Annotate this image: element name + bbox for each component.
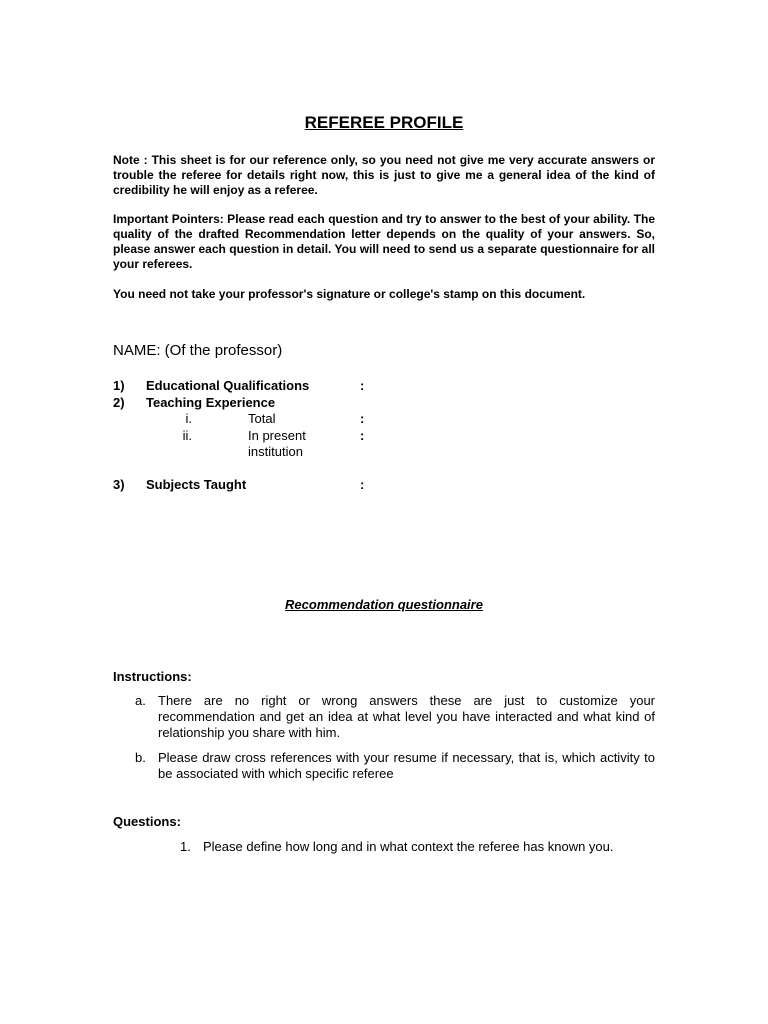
item-number: 3) xyxy=(113,477,125,492)
sub-number: ii. xyxy=(182,428,192,443)
item-label: Teaching Experience xyxy=(146,395,276,410)
item-label: Educational Qualifications xyxy=(146,378,310,393)
question-marker: 1. xyxy=(180,839,191,854)
item-number: 1) xyxy=(113,378,125,393)
pointers-paragraph: Important Pointers: Please read each question and try to answer to the best of your ability. The quality of the drafted Recommendation letter depends on the quality of your answers. So, please answer each question in detail. You will need to send us a separate questionnaire for all your referees. xyxy=(113,212,655,271)
sub-colon: : xyxy=(360,411,365,426)
question-item xyxy=(180,839,614,854)
signature-note: You need not take your professor's signature or college's stamp on this document. xyxy=(113,287,586,301)
instruction-item xyxy=(135,693,655,741)
item-number: 2) xyxy=(113,395,125,410)
note-paragraph: Note : This sheet is for our reference only, so you need not give me very accurate answers or trouble the referee for details right now, this is just to give me a general idea of the kind of credibility he will enjoy as a referee. xyxy=(113,153,655,197)
instructions-heading: Instructions: xyxy=(113,669,192,684)
sub-label: In present institution xyxy=(248,428,306,459)
sub-label: Total xyxy=(248,411,276,426)
page-title: REFEREE PROFILE xyxy=(304,113,464,132)
instruction-marker: a. xyxy=(135,693,146,708)
questions-heading: Questions: xyxy=(113,814,181,829)
instruction-text: Please draw cross references with your resume if necessary, that is, which activity to be associated with which specific referee xyxy=(158,750,655,781)
item-colon: : xyxy=(360,477,365,492)
professor-name-label: NAME: (Of the professor) xyxy=(113,342,283,359)
item-colon: : xyxy=(360,378,365,393)
item-label: Subjects Taught xyxy=(146,477,247,492)
sub-colon: : xyxy=(360,428,365,443)
instruction-item xyxy=(135,750,655,782)
questionnaire-title: Recommendation questionnaire xyxy=(285,597,483,612)
question-text: Please define how long and in what context the referee has known you. xyxy=(203,839,614,854)
instruction-text: There are no right or wrong answers these are just to customize your recommendation and get an idea at what level you have interacted and what kind of relationship you share with him. xyxy=(158,693,655,740)
instruction-marker: b. xyxy=(135,750,146,765)
sub-number: i. xyxy=(185,411,192,426)
